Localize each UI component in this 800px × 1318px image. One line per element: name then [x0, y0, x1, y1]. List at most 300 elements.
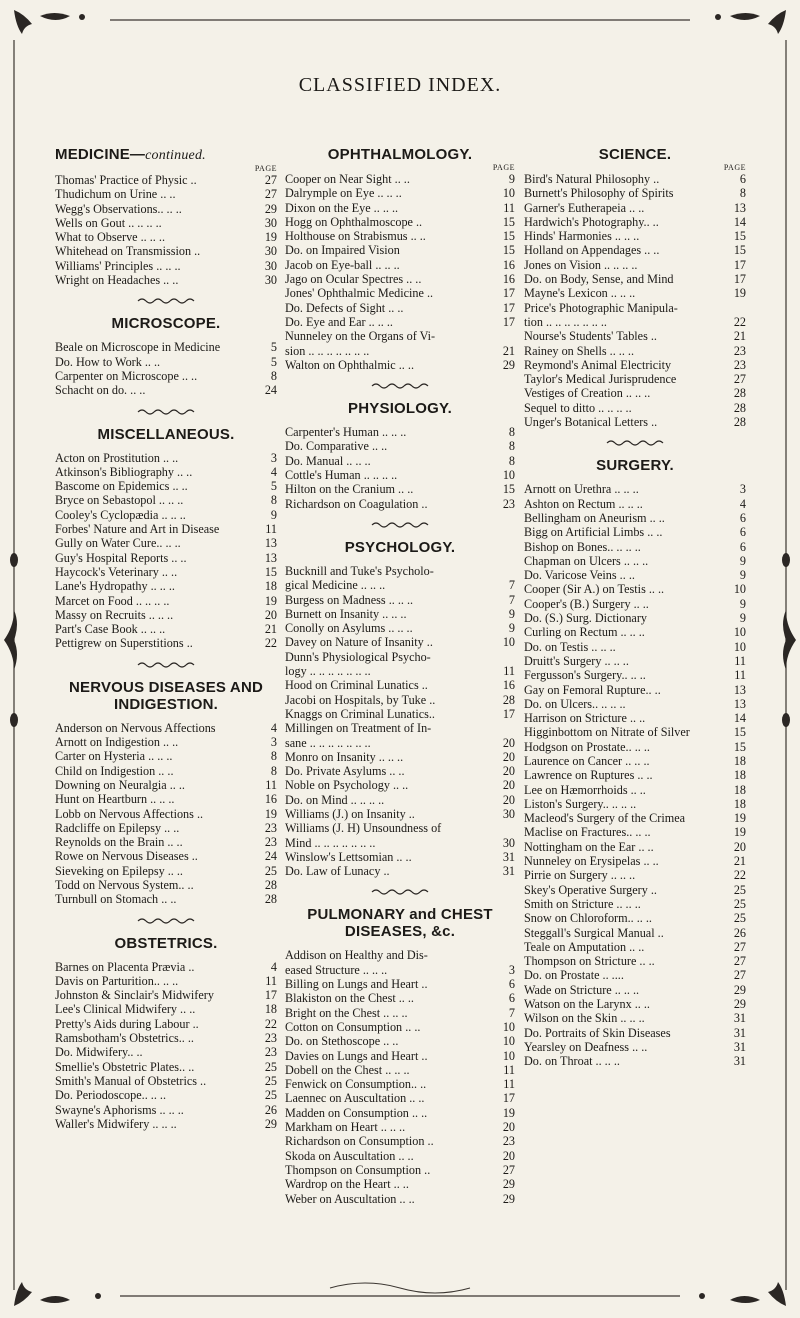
entry-title: Nourse's Students' Tables .. [524, 329, 657, 344]
index-entry [285, 286, 515, 300]
index-entry [524, 711, 746, 725]
index-entry [285, 425, 515, 439]
index-entry [524, 854, 746, 868]
entry-page-number: 19 [264, 806, 277, 821]
entry-page-number: 10 [502, 468, 515, 483]
section-title-text: PSYCHOLOGY. [344, 538, 456, 556]
entry-title: Wardrop on the Heart .. .. [285, 1177, 409, 1192]
entry-page-number: 28 [733, 386, 746, 401]
entry-page-number: 20 [502, 735, 515, 750]
entry-page-number: 6 [508, 991, 515, 1006]
index-entry [524, 1040, 746, 1054]
section-divider [370, 521, 430, 529]
index-entry [524, 940, 746, 954]
entry-title: Pretty's Aids during Labour .. [55, 1016, 199, 1031]
index-entry [285, 172, 515, 186]
entry-page-number: 20 [502, 1120, 515, 1135]
index-entry [524, 258, 746, 272]
entry-page-number: 11 [503, 1077, 515, 1092]
index-entry [524, 286, 746, 300]
section-divider [136, 408, 196, 416]
entry-title: Davies on Lungs and Heart .. [285, 1048, 428, 1063]
entry-title: Do. How to Work .. .. [55, 354, 161, 369]
entry-page-number: 19 [264, 230, 277, 245]
entry-page-number: 23 [502, 1134, 515, 1149]
entry-title: Ramsbotham's Obstetrics.. .. [55, 1031, 194, 1046]
entry-page-number: 30 [502, 835, 515, 850]
entry-page-number [730, 301, 746, 315]
entry-page-number: 19 [502, 1105, 515, 1120]
entry-page-number: 23 [264, 1031, 277, 1046]
entry-title: Schacht on do. .. .. [55, 383, 146, 398]
entry-page-number: 16 [502, 272, 515, 287]
entry-page-number: 5 [270, 479, 277, 494]
section-title-text: MICROSCOPE. [111, 315, 221, 333]
entry-page-number: 24 [264, 383, 277, 398]
page-column-label: PAGE [723, 163, 746, 172]
entry-title: Atkinson's Bibliography .. .. [55, 464, 193, 479]
entry-page-number: 15 [502, 243, 515, 258]
entry-title: Sequel to ditto .. .. .. .. [524, 400, 632, 415]
index-entry [285, 329, 515, 343]
entry-page-number: 9 [508, 172, 515, 186]
index-entry [285, 1034, 515, 1048]
entry-page-number: 26 [733, 925, 746, 940]
entry-title: Lane's Hydropathy .. .. .. [55, 579, 175, 594]
entry-page-number [499, 721, 515, 735]
entry-page-number: 22 [733, 314, 746, 329]
entry-page-number: 28 [733, 415, 746, 430]
entry-page-number [499, 821, 515, 835]
entry-page-number: 28 [264, 892, 277, 907]
entry-page-number: 28 [264, 877, 277, 892]
index-entry [55, 594, 277, 608]
index-entry [524, 582, 746, 596]
entry-title: Haycock's Veterinary .. .. [55, 564, 178, 579]
section-divider [136, 661, 196, 669]
index-entry [524, 344, 746, 358]
entry-page-number: 18 [733, 753, 746, 768]
entry-page-number: 16 [502, 257, 515, 272]
entry-page-number: 17 [502, 300, 515, 315]
entry-title: Nunneley on the Organs of Vi- [285, 329, 436, 344]
entry-page-number: 11 [265, 973, 277, 988]
index-column-2 [285, 146, 515, 1206]
index-entry [285, 1020, 515, 1034]
index-entry [55, 792, 277, 806]
entry-title: Mayne's Lexicon .. .. .. [524, 286, 636, 301]
index-entry [55, 273, 277, 287]
entry-title: Burnett on Insanity .. .. .. [285, 606, 407, 621]
entry-page-number: 10 [733, 639, 746, 654]
entry-title: Garner's Eutherapeia .. .. [524, 200, 645, 215]
page-column-label: PAGE [254, 164, 277, 173]
index-section [55, 426, 277, 651]
entry-page-number: 10 [502, 1034, 515, 1049]
index-entry [524, 683, 746, 697]
entry-title: Do. on Impaired Vision [285, 243, 400, 258]
entry-page-number: 29 [502, 1191, 515, 1206]
index-entry [524, 386, 746, 400]
entry-title: Child on Indigestion .. .. [55, 763, 174, 778]
entry-title: Do. on Throat .. .. .. [524, 1054, 620, 1069]
index-entry [55, 522, 277, 536]
entry-page-number: 8 [270, 493, 277, 508]
section-title [55, 935, 277, 952]
entry-title: Jacobi on Hospitals, by Tuke .. [285, 692, 436, 707]
entry-title: Cottle's Human .. .. .. .. [285, 468, 398, 483]
index-entry [285, 215, 515, 229]
entry-page-number: 6 [508, 977, 515, 992]
index-section [524, 457, 746, 1068]
entry-title: Hinds' Harmonies .. .. .. [524, 229, 640, 244]
entry-page-number: 11 [503, 1062, 515, 1077]
entry-page-number: 29 [502, 1177, 515, 1192]
index-entry [55, 173, 277, 187]
entry-page-number: 22 [264, 636, 277, 651]
entry-title: Sieveking on Epilepsy .. .. [55, 863, 183, 878]
entry-page-number: 15 [733, 243, 746, 258]
entry-page-number: 31 [733, 1039, 746, 1054]
index-entry [55, 536, 277, 550]
index-entry [55, 202, 277, 216]
index-section [55, 146, 277, 287]
entry-title: Knaggs on Criminal Lunatics.. [285, 706, 435, 721]
index-entry [524, 768, 746, 782]
entry-page-number: 16 [264, 792, 277, 807]
entry-title: Davey on Nature of Insanity .. [285, 635, 433, 650]
entry-page-number: 20 [502, 1148, 515, 1163]
entry-title: Turnbull on Stomach .. .. [55, 892, 177, 907]
entry-page-number: 28 [733, 400, 746, 415]
entry-title: Williams (J.) on Insanity .. [285, 806, 415, 821]
entry-title: Arnott on Indigestion .. .. [55, 735, 179, 750]
entry-title: Monro on Insanity .. .. .. [285, 749, 404, 764]
entry-page-number: 10 [733, 625, 746, 640]
entry-page-number: 23 [264, 1045, 277, 1060]
entry-page-number: 23 [733, 343, 746, 358]
entry-title: Holland on Appendages .. .. [524, 243, 660, 258]
entry-page-number: 10 [502, 186, 515, 201]
index-column-1 [55, 146, 277, 1131]
entry-page-number: 8 [508, 453, 515, 468]
index-entry [285, 1177, 515, 1191]
entry-page-number: 7 [508, 592, 515, 607]
entry-page-number: 17 [502, 314, 515, 329]
index-entry [285, 1006, 515, 1020]
section-title-text: SURGERY. [596, 457, 674, 475]
entry-page-number: 9 [508, 621, 515, 636]
section-title-text: SCIENCE. [598, 146, 672, 163]
entry-title: Guy's Hospital Reports .. .. [55, 550, 187, 565]
index-entry [55, 1088, 277, 1102]
entry-title: Williams (J. H) Unsoundness of [285, 821, 442, 836]
index-entry [285, 258, 515, 272]
entry-page-number: 30 [264, 273, 277, 288]
index-entry [285, 1063, 515, 1077]
index-entry [55, 383, 277, 397]
index-entry [285, 578, 515, 592]
entry-page-number: 9 [739, 568, 746, 583]
entry-title: Hunt on Heartburn .. .. .. [55, 792, 175, 807]
index-entry [285, 497, 515, 511]
index-entry [55, 764, 277, 778]
section-title [524, 146, 746, 163]
entry-title: Fenwick on Consumption.. .. [285, 1077, 427, 1092]
entry-title: Watson on the Larynx .. .. [524, 997, 650, 1012]
index-entry [55, 864, 277, 878]
entry-title: sion .. .. .. .. .. .. .. [285, 343, 370, 358]
index-entry [285, 315, 515, 329]
entry-title: Markham on Heart .. .. .. [285, 1120, 406, 1135]
entry-page-number: 29 [264, 1116, 277, 1131]
entry-page-number: 15 [733, 725, 746, 740]
entry-title: Druitt's Surgery .. .. .. [524, 653, 629, 668]
entry-title: Hogg on Ophthalmoscope .. [285, 214, 423, 229]
entry-title: Pirrie on Surgery .. .. .. [524, 868, 636, 883]
index-entry [524, 954, 746, 968]
entry-page-number: 6 [739, 539, 746, 554]
entry-title: tion .. .. .. .. .. .. .. [524, 314, 607, 329]
entry-page-number: 30 [264, 244, 277, 259]
entry-page-number: 17 [502, 1091, 515, 1106]
entry-title: Yearsley on Deafness .. .. [524, 1039, 648, 1054]
entry-page-number: 30 [502, 806, 515, 821]
index-entry [524, 1026, 746, 1040]
entry-page-number: 29 [733, 982, 746, 997]
index-entry [285, 229, 515, 243]
entry-title: Unger's Botanical Letters .. [524, 415, 658, 430]
index-entry [55, 622, 277, 636]
index-entry [55, 230, 277, 244]
entry-page-number: 18 [733, 768, 746, 783]
entry-title: Bucknill and Tuke's Psycholo- [285, 563, 434, 578]
entry-page-number: 31 [733, 1011, 746, 1026]
index-entry [524, 301, 746, 315]
entry-page-number: 13 [733, 200, 746, 215]
entry-page-number: 20 [502, 778, 515, 793]
index-entry [524, 229, 746, 243]
entry-title: Cooper on Near Sight .. .. [285, 172, 410, 186]
entry-page-number: 31 [502, 864, 515, 879]
index-entry [55, 1017, 277, 1031]
entry-page-number: 14 [733, 214, 746, 229]
entry-title: Do. Eye and Ear .. .. .. [285, 314, 393, 329]
index-entry [285, 301, 515, 315]
entry-title: Gay on Femoral Rupture.. .. [524, 682, 661, 697]
entry-title: Nunneley on Erysipelas .. .. [524, 854, 659, 869]
index-section [55, 935, 277, 1132]
index-entry [524, 668, 746, 682]
entry-title: Carpenter on Microscope .. .. [55, 368, 198, 383]
index-entry [285, 1091, 515, 1105]
entry-title: Hilton on the Cranium .. .. [285, 482, 414, 497]
entry-title: Bigg on Artificial Limbs .. .. [524, 525, 663, 540]
entry-title: Lee on Hæmorrhoids .. .. [524, 782, 646, 797]
entry-title: Bishop on Bones.. .. .. .. [524, 539, 641, 554]
entry-title: Williams' Principles .. .. .. [55, 258, 181, 273]
entry-page-number: 4 [270, 720, 277, 735]
entry-page-number: 9 [739, 553, 746, 568]
entry-page-number: 30 [264, 258, 277, 273]
section-title-text: MEDICINE— [55, 146, 146, 163]
entry-page-number: 27 [733, 968, 746, 983]
entry-title: Blakiston on the Chest .. .. [285, 991, 414, 1006]
index-entry [285, 1120, 515, 1134]
index-entry [524, 272, 746, 286]
index-section [55, 315, 277, 397]
entry-page-number: 4 [270, 464, 277, 479]
entry-page-number: 26 [264, 1102, 277, 1117]
entry-title: What to Observe .. .. .. [55, 230, 165, 245]
index-entry [55, 479, 277, 493]
entry-page-number: 23 [502, 496, 515, 511]
index-entry [285, 1192, 515, 1206]
index-entry [55, 749, 277, 763]
index-entry [524, 372, 746, 386]
entry-page-number: 5 [270, 354, 277, 369]
index-entry [524, 983, 746, 997]
entry-page-number: 8 [270, 368, 277, 383]
entry-page-number: 11 [734, 668, 746, 683]
entry-title: Do. on Mind .. .. .. .. [285, 792, 385, 807]
entry-page-number: 14 [733, 711, 746, 726]
entry-title: Dobell on the Chest .. .. .. [285, 1062, 410, 1077]
section-title [285, 400, 515, 417]
entry-page-number: 20 [502, 749, 515, 764]
entry-page-number: 7 [508, 578, 515, 593]
entry-title: Rowe on Nervous Diseases .. [55, 849, 198, 864]
section-title-continued: continued. [145, 148, 206, 163]
index-entry [524, 401, 746, 415]
entry-page-number: 8 [508, 425, 515, 440]
entry-title: Do. Varicose Veins .. .. [524, 568, 635, 583]
entry-page-number: 13 [264, 550, 277, 565]
entry-page-number: 10 [733, 582, 746, 597]
section-title-text: NERVOUS DISEASES AND INDIGESTION. [68, 678, 264, 713]
entry-page-number: 3 [270, 450, 277, 465]
index-entry [285, 850, 515, 864]
entry-page-number: 25 [264, 1073, 277, 1088]
entry-title: Holthouse on Strabismus .. .. [285, 229, 426, 244]
entry-title: Skey's Operative Surgery .. [524, 882, 657, 897]
index-entry [285, 678, 515, 692]
index-entry [524, 568, 746, 582]
index-entry [524, 640, 746, 654]
index-entry [285, 201, 515, 215]
entry-title: Beale on Microscope in Medicine [55, 340, 221, 355]
section-divider [136, 917, 196, 925]
entry-page-number: 25 [733, 911, 746, 926]
entry-page-number: 28 [502, 692, 515, 707]
index-entry [524, 997, 746, 1011]
entry-page-number: 18 [733, 796, 746, 811]
entry-title: Dixon on the Eye .. .. .. [285, 200, 399, 215]
index-entry [524, 482, 746, 496]
entry-page-number: 4 [270, 959, 277, 974]
entry-title: Hodgson on Prostate.. .. .. [524, 739, 650, 754]
entry-page-number: 25 [264, 1059, 277, 1074]
entry-title: Addison on Healthy and Dis- [285, 948, 428, 963]
entry-title: Carpenter's Human .. .. .. [285, 425, 407, 440]
entry-page-number: 19 [264, 593, 277, 608]
index-entry [524, 201, 746, 215]
index-entry [285, 439, 515, 453]
section-title [285, 146, 515, 163]
entry-page-number: 27 [733, 954, 746, 969]
index-entry [55, 849, 277, 863]
index-entry [524, 840, 746, 854]
index-entry [524, 868, 746, 882]
index-entry [285, 836, 515, 850]
page-title: CLASSIFIED INDEX. [298, 74, 502, 96]
entry-page-number: 5 [270, 340, 277, 355]
entry-title: Do. on Testis .. .. .. [524, 639, 616, 654]
entry-title: Vestiges of Creation .. .. .. [524, 386, 651, 401]
index-entry [524, 926, 746, 940]
entry-title: Liston's Surgery.. .. .. .. [524, 796, 637, 811]
entry-page-number: 11 [734, 653, 746, 668]
index-section [285, 906, 515, 1205]
entry-page-number: 11 [503, 664, 515, 679]
index-entry [524, 911, 746, 925]
entry-title: Do. on Prostate .. .... [524, 968, 624, 983]
index-entry [55, 579, 277, 593]
entry-page-number: 25 [264, 1088, 277, 1103]
entry-page-number: 18 [264, 579, 277, 594]
index-entry [524, 740, 746, 754]
entry-page-number: 20 [264, 607, 277, 622]
entry-title: Harrison on Stricture .. .. [524, 711, 646, 726]
entry-title: Radcliffe on Epilepsy .. .. [55, 820, 180, 835]
index-entry [285, 764, 515, 778]
index-entry [285, 468, 515, 482]
index-section [285, 146, 515, 372]
index-entry [524, 511, 746, 525]
entry-title: Johnston & Sinclair's Midwifery [55, 988, 214, 1003]
entry-title: Burgess on Madness .. .. .. [285, 592, 414, 607]
index-entry [55, 493, 277, 507]
index-entry [285, 1149, 515, 1163]
index-entry [524, 1011, 746, 1025]
entry-title: Conolly on Asylums .. .. .. [285, 621, 413, 636]
index-entry [524, 358, 746, 372]
section-title-text: PULMONARY and CHEST DISEASES, &c. [307, 906, 493, 941]
entry-title: gical Medicine .. .. .. [285, 578, 386, 593]
index-entry [524, 825, 746, 839]
index-entry [285, 750, 515, 764]
entry-title: Do. Manual .. .. .. [285, 453, 371, 468]
index-entry [524, 540, 746, 554]
entry-title: Bascome on Epidemics .. .. [55, 479, 188, 494]
entry-title: Skoda on Auscultation .. .. [285, 1148, 414, 1163]
entry-page-number: 17 [733, 272, 746, 287]
entry-title: Curling on Rectum .. .. .. [524, 625, 645, 640]
index-entry [524, 754, 746, 768]
section-title [285, 906, 515, 940]
entry-page-number: 8 [739, 186, 746, 201]
entry-title: Hardwich's Photography.. .. [524, 214, 659, 229]
entry-title: Reymond's Animal Electricity [524, 357, 672, 372]
entry-title: Downing on Neuralgia .. .. [55, 777, 185, 792]
entry-page-number: 27 [502, 1162, 515, 1177]
index-entry [285, 358, 515, 372]
entry-title: Davis on Parturition.. .. .. [55, 973, 179, 988]
entry-title: Thudichum on Urine .. .. [55, 187, 176, 202]
index-entry [524, 186, 746, 200]
index-entry [524, 797, 746, 811]
entry-title: Ashton on Rectum .. .. .. [524, 496, 643, 511]
